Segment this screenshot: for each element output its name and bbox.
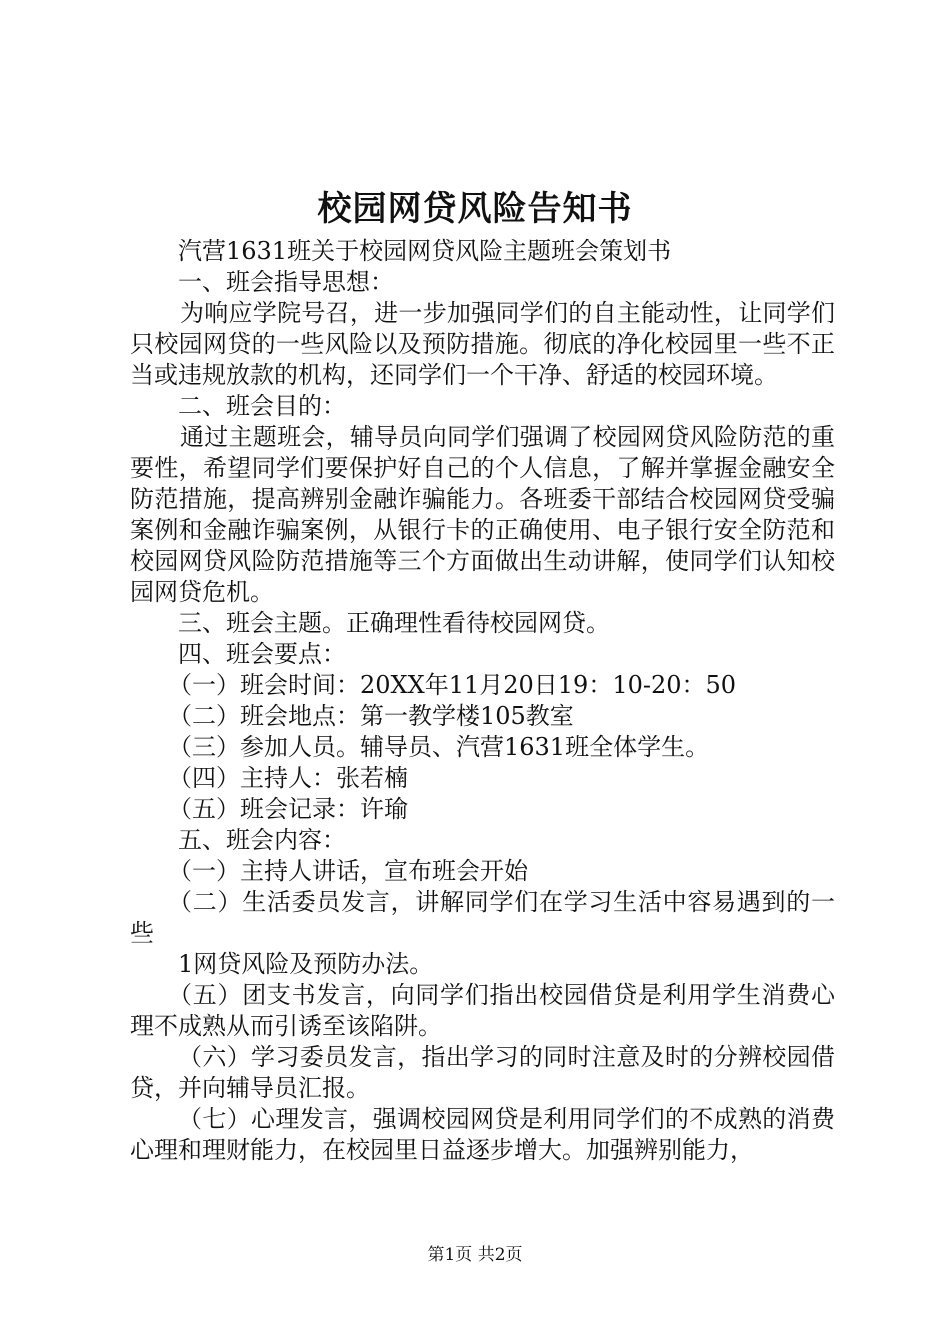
section-heading: 三、班会主题。正确理性看待校园网贷。 <box>178 609 610 637</box>
list-item: （三）参加人员。辅导员、汽营1631班全体学生。 <box>168 733 710 761</box>
list-item: （七）心理发言，强调校园网贷是利用同学们的不成熟的消费心理和理财能力，在校园里日益逐步增大。加强辨别能力， <box>130 1105 835 1164</box>
subtitle-paragraph: 汽营1631班关于校园网贷风险主题班会策划书 <box>178 237 672 265</box>
section-heading: 一、班会指导思想： <box>178 268 394 296</box>
list-item: （二）班会地点：第一教学楼105教室 <box>168 702 574 730</box>
list-item: （六）学习委员发言，指出学习的同时注意及时的分辨校园借贷，并向辅导员汇报。 <box>130 1043 835 1102</box>
list-item: （一）主持人讲话，宣布班会开始 <box>168 857 528 885</box>
page-number-footer: 第1页 共2页 <box>427 1245 523 1265</box>
list-item: （二）生活委员发言，讲解同学们在学习生活中容易遇到的一些 <box>130 888 835 947</box>
body-paragraph: 为响应学院号召，进一步加强同学们的自主能动性，让同学们只校园网贷的一些风险以及预防措施。彻底的净化校园里一些不正当或违规放款的机构，还同学们一个干净、舒适的校园环境。 <box>130 299 835 389</box>
list-item: 1网贷风险及预防办法。 <box>178 950 434 978</box>
document-body <box>130 236 835 1166</box>
list-item: （一）班会时间：20XX年11月20日19：10-20：50 <box>168 671 737 699</box>
list-item: （五）团支书发言，向同学们指出校园借贷是利用学生消费心理不成熟从而引诱至该陷阱。 <box>130 981 835 1040</box>
body-paragraph: 通过主题班会，辅导员向同学们强调了校园网贷风险防范的重要性，希望同学们要保护好自己的个人信息，了解并掌握金融安全防范措施，提高辨别金融诈骗能力。各班委干部结合校园网贷受骗案例和金融诈骗案例，从银行卡的正确使用、电子银行安全防范和校园网贷风险防范措施等三个方面做出生动讲解，使同学们认知校园网贷危机。 <box>130 423 835 606</box>
section-heading: 四、班会要点： <box>178 640 346 668</box>
list-item: （五）班会记录：许瑜 <box>168 795 408 823</box>
section-heading: 二、班会目的： <box>178 392 346 420</box>
list-item: （四）主持人：张若楠 <box>168 764 408 792</box>
section-heading: 五、班会内容： <box>178 826 346 854</box>
document-title: 校园网贷风险告知书 <box>317 189 633 229</box>
